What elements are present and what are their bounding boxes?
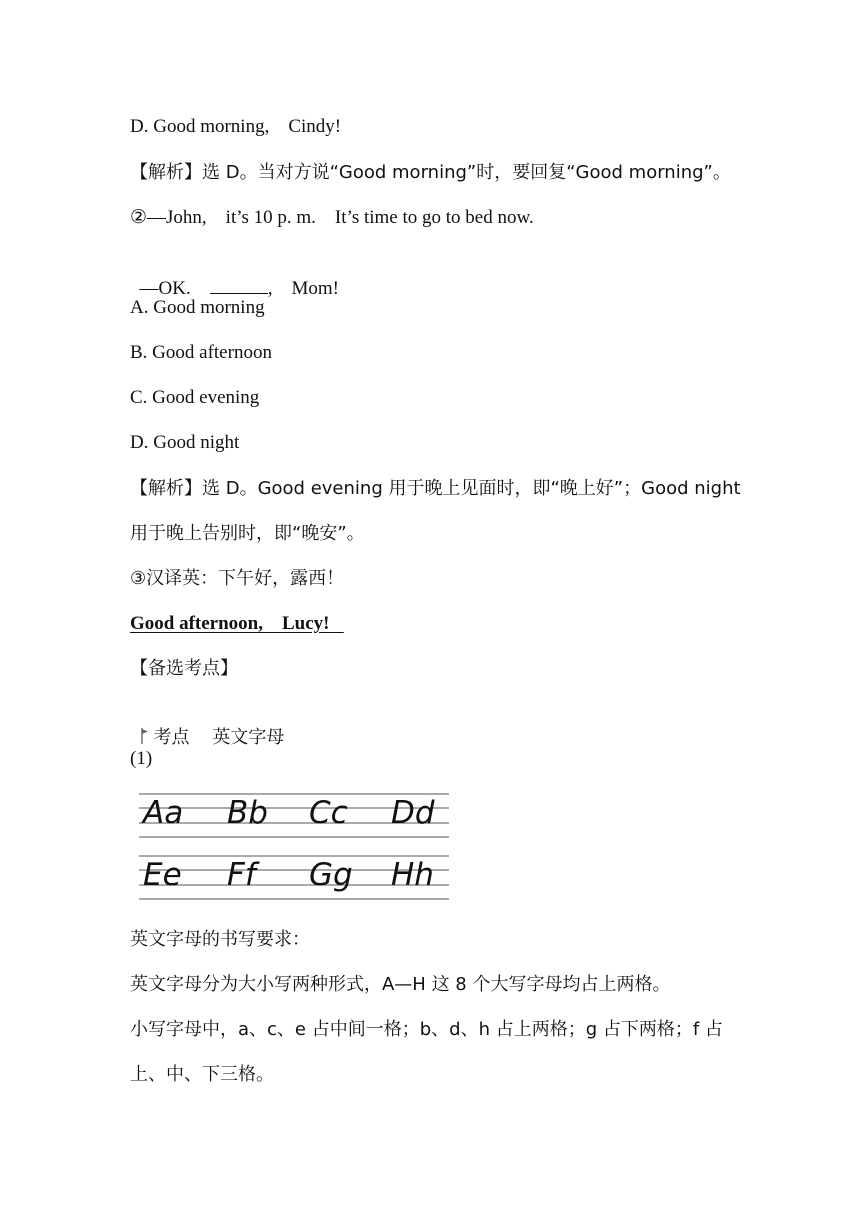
flag-icon [141,727,149,745]
letters-ff: Ff [227,857,256,893]
requirements-line2: 小写字母中，a、c、e 占中间一格；b、d、h 占上两格；g 占下两格；f 占 [130,1019,723,1040]
option-d: D. Good night [130,432,240,453]
option-b: B. Good afternoon [130,342,272,363]
option-d-previous: D. Good morning, Cindy! [130,116,342,137]
letters-gg: Gg [309,857,353,893]
item-number: (1) [130,748,153,769]
requirements-title: 英文字母的书写要求： [130,929,310,950]
requirements-line1: 英文字母分为大小写两种形式，A—H 这 8 个大写字母均占上两格。 [130,974,671,995]
letters-ee: Ee [143,857,182,893]
option-c: C. Good evening [130,387,260,408]
question-2-line1: ②—John, it’s 10 p. m. It’s time to go to bed now. [130,207,534,228]
letters-dd: Dd [391,795,435,831]
letters-hh: Hh [391,857,434,893]
question-2-line2 [130,251,339,301]
analysis-1: 【解析】选 D。当对方说“Good morning”时，要回复“Good morning”。 [130,162,731,183]
analysis-2-line1: 【解析】选 D。Good evening 用于晚上见面时，即“晚上好”；Good night [130,478,741,499]
question-2-suffix: , Mom! [267,278,339,299]
section-header: 【备选考点】 [130,658,238,679]
point-title: 考点 英文字母 [153,727,285,748]
letters-bb: Bb [227,795,268,831]
question-3-answer: Good afternoon, Lucy! [130,613,344,634]
letters-aa: Aa [143,795,184,831]
question-2-prompt: —OK. [139,278,210,299]
letters-cc: Cc [309,795,348,831]
option-a: A. Good morning [130,297,265,318]
analysis-2-line2: 用于晚上告别时，即“晚安”。 [130,523,365,544]
handwriting-letter-grid [139,787,451,905]
requirements-line3: 上、中、下三格。 [130,1064,274,1085]
answer-blank [210,275,268,294]
point-title-line [130,702,284,750]
question-3: ③汉译英：下午好，露西！ [130,568,345,589]
